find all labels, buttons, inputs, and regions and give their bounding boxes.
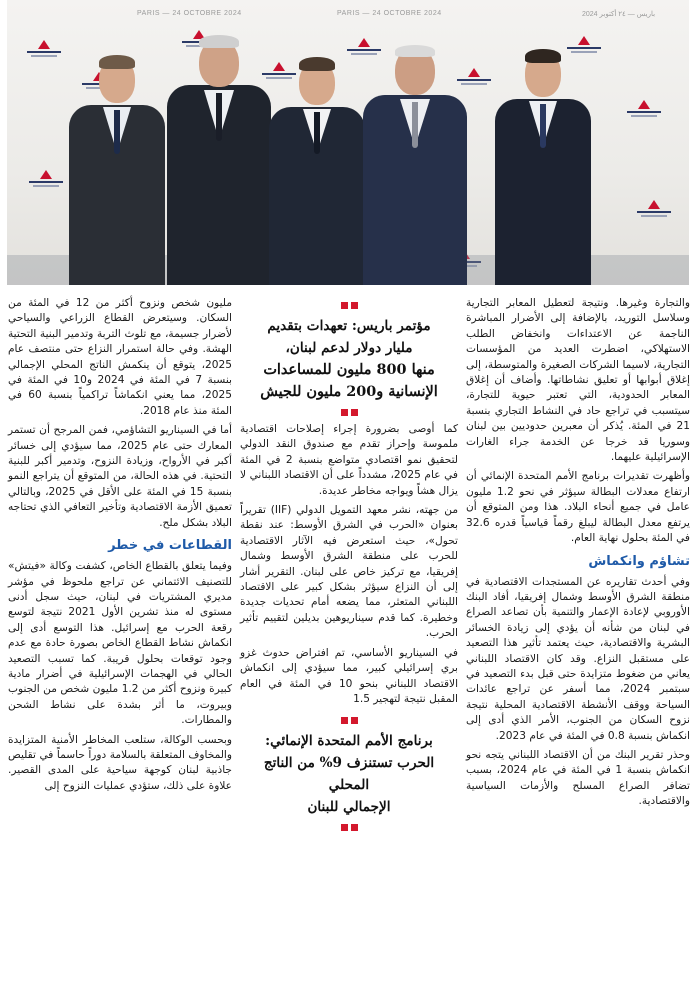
subheading: القطاعات في خطر: [108, 538, 232, 554]
person-5: [495, 49, 591, 285]
subheading: تشاؤم وانكماش: [588, 553, 690, 569]
person-2: [167, 35, 271, 285]
paragraph: وفيما يتعلق بالقطاع الخاص، كشفت وكالة «فيتش» للتصنيف الائتماني عن تراجع ملحوظ في مؤشر مديري المشتريات في لبنان، حيث سجل أدنى مستوى له منذ تشرين الأول 2021 نتيجة لتوسع رقعة الحرب مع إسرائيل. هذا التوسع أدى إلى انكماش نشاط القطاع الخاص بصورة حادة مع عدم وجود توقعات بحلول قريبة. كما تسبب التصعيد الحالي في الهجمات الإسرائيلية في أضرار مادية كبيرة ونزوح أكثر من 1.2 مليون شخص من الجنوب وبيروت، ما أثر بشدة على نشاط الشحن والمطارات.: [8, 560, 233, 727]
paragraph: من جهته، نشر معهد التمويل الدولي (IIF) تقريراً بعنوان «الحرب في الشرق الأوسط: عند نقطة تحول»، حيث استعرض فيه الآثار الاقتصادية للحرب على منطقة الشرق الأوسط وشمال إفريقيا، مع تركيز خاص على لبنان. التقرير أشار إلى أن النزاع سيؤثر بشكل كبير على الاقتصاد اللبناني المتعثر، مما يضعه أمام تحديات جديدة وخطيرة. كما قدم سيناريوهين بديلين لتقييم تأثير الحرب.: [240, 504, 458, 640]
conference-logo: [637, 200, 671, 222]
article-column-left: [8, 296, 232, 798]
pull-quote-headline: [244, 315, 454, 403]
backdrop-date: باريس — ٢٤ أكتوبر 2024: [582, 11, 656, 18]
headline-line: الإنسانية و200 مليون للجيش: [260, 383, 438, 400]
red-square-marks: [240, 302, 458, 309]
paragraph: وحذر تقرير البنك من أن الاقتصاد اللبناني يتجه نحو انكماش بنسبة 1 في المئة في عام 2024، بسبب تضافر الصراع المسلح والأزمات السياسية والاقتصادية.: [466, 748, 690, 808]
headline-line: مؤتمر باريس: تعهدات بتقديم: [267, 318, 431, 334]
conference-logo: [27, 40, 61, 62]
headline-line: مليار دولار لدعم لبنان،: [285, 340, 413, 356]
person-1: [69, 55, 165, 285]
headline-line: برنامج الأمم المتحدة الإنمائي:: [265, 733, 433, 750]
headline-line: الحرب تستنزف 9% من الناتج المحلي: [263, 755, 435, 794]
red-square-marks: [240, 717, 458, 724]
pull-quote-headline: [244, 730, 454, 818]
paragraph: وبحسب الوكالة، ستلعب المخاطر الأمنية المتزايدة والمخاوف المتعلقة بالسلامة دوراً حاسماً في تقليص جاذبية لبنان كوجهة سياحية على المدى القصير. علاوة على ذلك، ستؤدي عمليات النزوح إلى: [8, 733, 232, 792]
conference-logo: [29, 170, 63, 192]
paragraph: والتجارة وغيرها. ونتيجة لتعطيل المعابر التجارية وسلاسل التوريد، بالإضافة إلى الأضرار المباشرة الناجمة عن الاعتداءات وانخفاض الطلب الاستهلاكي، اضطرت العديد من المؤسسات التجارية، لاسيما الشركات الصغيرة والمتوسطة، إلى إغلاق أبوابها أو تعليق نشاطاتها. وأضاف أن إغلاق المعابر الحدودية، التي تعتبر حيوية للتجارة، سيتسبب في تراجع حاد في النشاط التجاري بنسبة 21 في المئة. يُذكر أن معبرين حدوديين بين لبنان وسوريا قد خرجا عن الخدمة جراء الغارات الإسرائيلية عليهما.: [466, 297, 690, 464]
paragraph: مليون شخص ونزوح أكثر من 12 في المئة من السكان. وسيتعرض القطاع الزراعي والسياحي لأضرار جسيمة، مع تلوث التربة وتدمير البنية التحتية الهشة. وفي حالة استمرار النزاع حتى منتصف عام 2025، يتوقع أن ينكمش الناتج المحلي الإجمالي بنسبة 7 في المئة في 2024 و10 في المئة في 2025، مما يعني انكماشاً تراكمياً بنسبة 60 في المئة منذ عام 2018.: [8, 297, 233, 417]
person-4: [363, 45, 467, 285]
press-photo: [7, 0, 689, 285]
paragraph: أما في السيناريو التشاؤمي، فمن المرجح أن تستمر المعارك حتى عام 2025، مما سيؤدي إلى خسائر أكبر في الأرواح، وزيادة النزوح، وتدمير أكبر للبنية التحتية. في هذه الحالة، من المتوقع أن يتراجع النمو بنسبة 15 في المئة على الأقل في 2025، وبالتالي تعميق الأزمة الاقتصادية وتأخير التعافي الذي تحتاجه البلاد بشكل ملح.: [8, 424, 232, 529]
paragraph: وأظهرت تقديرات برنامج الأمم المتحدة الإنمائي أن ارتفاع معدلات البطالة سيؤثر في نحو 1.2 مليون عامل في جميع أنحاء البلاد. هذا ومن المتوقع أن يرتفع معدل البطالة ليبلغ رقماً قياسياً قدره 32.6 في المئة بحلول نهاية العام.: [466, 470, 690, 545]
red-square-marks: [240, 824, 458, 831]
conference-logo: [627, 100, 661, 122]
paragraph: في السيناريو الأساسي، تم افتراض حدوث غزو بري إسرائيلي كبير، مما سيؤدي إلى انكماش الاقتصاد اللبناني بنحو 10 في المئة في العام المقبل نتيجة لتهجير 1.5: [240, 646, 459, 705]
paragraph: كما أوصى بضرورة إجراء إصلاحات اقتصادية ملموسة وإحراز تقدم مع صندوق النقد الدولي لتحقيق نمو اقتصادي متواضع بنسبة 2 في المئة في عام 2025، مشدداً على أن الاقتصاد اللبناني لا يزال هشاً ويواجه مخاطر عديدة.: [240, 423, 458, 497]
headline-line: منها 800 مليون للمساعدات: [263, 361, 435, 378]
backdrop-date: PARIS — 24 OCTOBRE 2024: [137, 10, 242, 17]
person-3: [269, 57, 365, 285]
article-column-right: [466, 296, 690, 814]
backdrop-date: PARIS — 24 OCTOBRE 2024: [337, 10, 442, 17]
headline-line: الإجمالي للبنان: [307, 799, 391, 816]
article-column-middle: [240, 296, 458, 837]
paragraph: وفي أحدث تقاريره عن المستجدات الاقتصادية في منطقة الشرق الأوسط وشمال إفريقيا، أفاد البنك الأوروبي لإعادة الإعمار والتنمية بأن تصاعد الصراع في لبنان من شأنه أن يؤدي إلى زيادة الخسائر البشرية والاقتصادية، حيث يعتمد تأثير هذا التصعيد على مستقبل النزاع. وقد كان الاقتصاد اللبناني يعاني من ضغوط متزايدة حتى قبل بدء التصعيد في سبتمبر 2024، مما أسفر عن تراجع عائدات السياحة ووقف الأنشطة الاقتصادية المحلية نتيجة نزوح السكان من الجنوب، الأمر الذي أدى إلى انكماش بنسبة 0.8 في المئة في عام 2023.: [466, 575, 690, 742]
red-square-marks: [240, 409, 458, 416]
